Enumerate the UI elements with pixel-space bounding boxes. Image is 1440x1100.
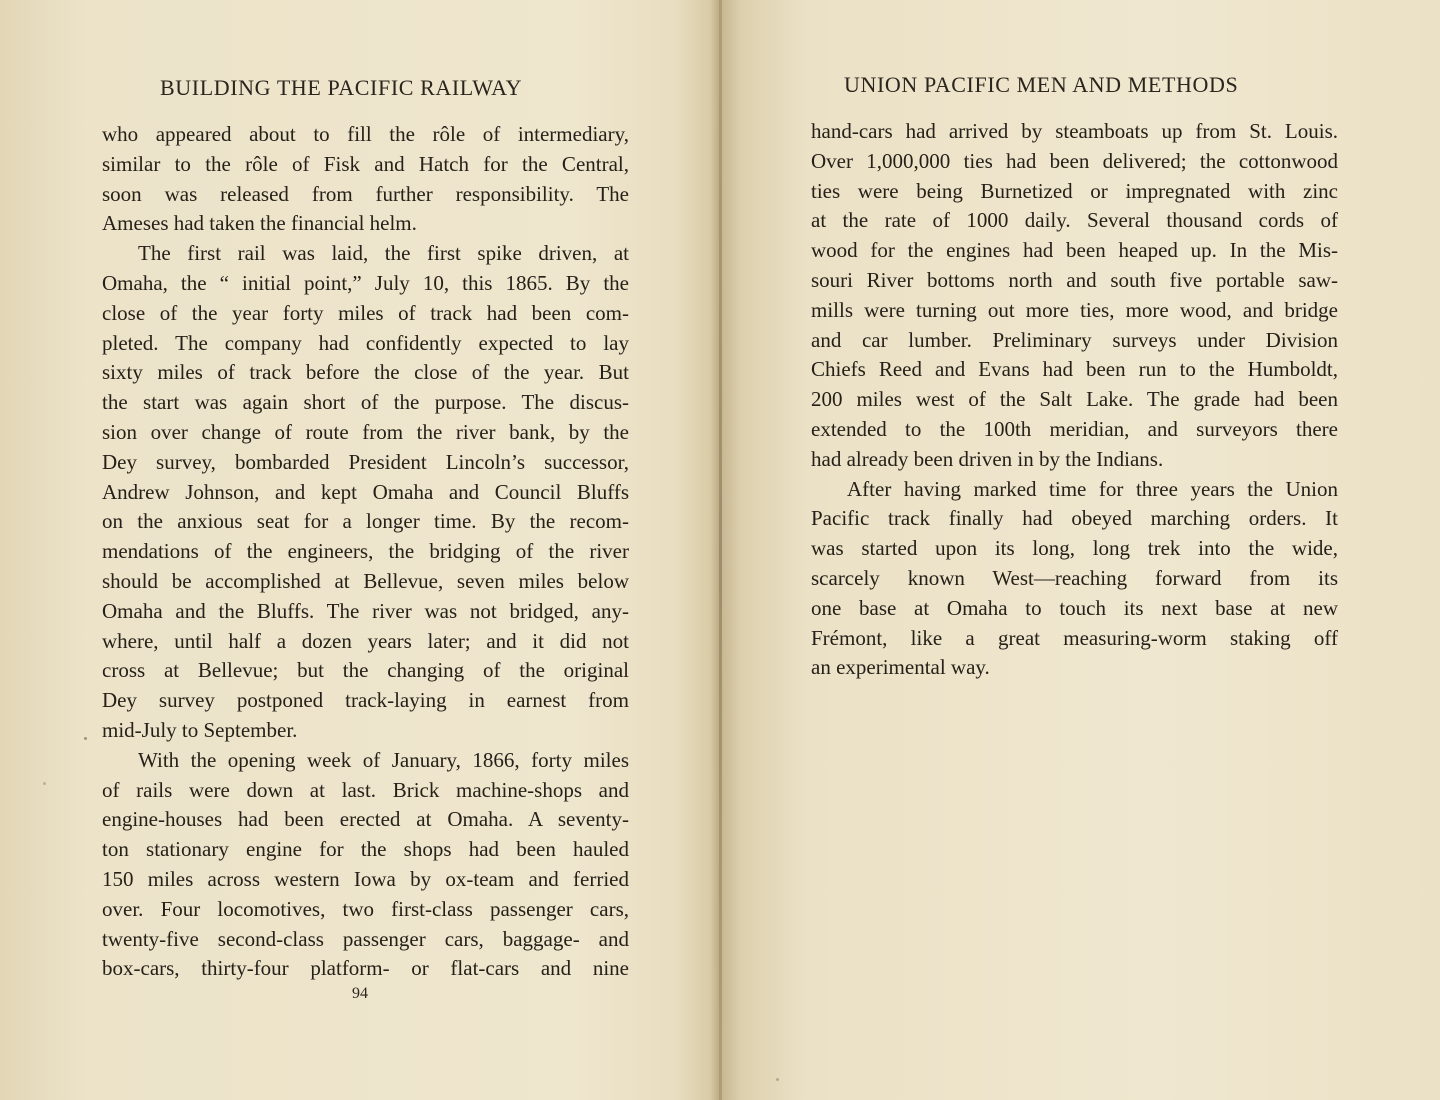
text-line: was started upon its long, long trek into the wide, <box>811 536 1338 561</box>
text-line: and car lumber. Preliminary surveys under Division <box>811 327 1338 352</box>
text-line: close of the year forty miles of track had been com- <box>102 300 629 325</box>
text-line: over. Four locomotives, two first-class passenger cars, <box>102 896 629 921</box>
paper-speck <box>776 1078 779 1081</box>
text-line: cross at Bellevue; but the changing of the original <box>102 658 629 683</box>
text-line: After having marked time for three years the Union <box>847 476 1338 501</box>
text-line: sion over change of route from the river bank, by the <box>102 419 629 444</box>
text-line: twenty-five second-class passenger cars, baggage- and <box>102 926 629 951</box>
page-number: 94 <box>352 985 368 1002</box>
text-line: Omaha, the “ initial point,” July 10, this 1865. By the <box>102 270 629 295</box>
text-line: 200 miles west of the Salt Lake. The grade had been <box>811 387 1338 412</box>
left-running-head: BUILDING THE PACIFIC RAILWAY <box>160 75 523 100</box>
paper-speck <box>84 737 87 740</box>
text-line: mid-July to September. <box>102 717 298 742</box>
text-line: pleted. The company had confidently expected to lay <box>102 330 629 355</box>
text-line: 150 miles across western Iowa by ox-team and ferried <box>102 866 629 891</box>
text-line: Chiefs Reed and Evans had been run to the Humboldt, <box>811 357 1338 382</box>
text-line: Pacific track finally had obeyed marching orders. It <box>811 506 1338 531</box>
text-line: box-cars, thirty-four platform- or flat-cars and nine <box>102 956 629 981</box>
text-line: Frémont, like a great measuring-worm staking off <box>811 625 1338 650</box>
text-line: mills were turning out more ties, more wood, and bridge <box>811 297 1338 322</box>
text-line: With the opening week of January, 1866, forty miles <box>138 747 629 772</box>
text-line: sixty miles of track before the close of the year. But <box>102 360 629 385</box>
text-line: soon was released from further responsibility. The <box>102 181 629 206</box>
text-line: the start was again short of the purpose. The discus- <box>102 390 629 415</box>
text-line: who appeared about to fill the rôle of intermediary, <box>102 122 629 146</box>
text-line: Omaha and the Bluffs. The river was not bridged, any- <box>102 598 629 623</box>
text-line: mendations of the engineers, the bridging of the river <box>102 539 629 564</box>
text-line: on the anxious seat for a longer time. By the recom- <box>102 509 629 534</box>
text-line: ties were being Burnetized or impregnated with zinc <box>811 178 1338 203</box>
text-line: wood for the engines had been heaped up. In the Mis- <box>811 238 1338 263</box>
text-line: should be accomplished at Bellevue, seven miles below <box>102 568 629 593</box>
text-line: at the rate of 1000 daily. Several thousand cords of <box>811 208 1338 233</box>
text-line: Dey survey, bombarded President Lincoln’s successor, <box>102 449 629 474</box>
text-line: had already been driven in by the Indians. <box>811 446 1164 471</box>
text-line: Andrew Johnson, and kept Omaha and Council Bluffs <box>102 479 629 504</box>
text-line: The first rail was laid, the first spike driven, at <box>138 241 629 266</box>
right-page <box>722 0 1440 1100</box>
text-line: where, until half a dozen years later; and it did not <box>102 628 629 653</box>
right-page-text <box>811 117 1338 683</box>
text-line: extended to the 100th meridian, and surveyors there <box>811 416 1338 441</box>
text-line: Dey survey postponed track-laying in earnest from <box>102 688 629 713</box>
right-running-head: UNION PACIFIC MEN AND METHODS <box>844 72 1239 97</box>
text-line: an experimental way. <box>811 655 990 680</box>
text-line: Over 1,000,000 ties had been delivered; the cottonwood <box>811 148 1338 173</box>
text-line: souri River bottoms north and south five portable saw- <box>811 267 1338 292</box>
text-line: one base at Omaha to touch its next base at new <box>811 595 1338 620</box>
text-line: ton stationary engine for the shops had been hauled <box>102 837 629 862</box>
text-line: scarcely known West—reaching forward from its <box>811 565 1338 590</box>
left-page-text <box>102 120 629 984</box>
text-line: Ameses had taken the financial helm. <box>102 211 417 236</box>
text-line: engine-houses had been erected at Omaha. A seventy- <box>102 807 629 832</box>
paper-speck <box>43 782 46 785</box>
text-line: hand-cars had arrived by steamboats up from St. Louis. <box>811 119 1338 143</box>
left-page <box>0 0 718 1100</box>
text-line: of rails were down at last. Brick machine-shops and <box>102 777 629 802</box>
text-line: similar to the rôle of Fisk and Hatch for the Central, <box>102 151 629 176</box>
